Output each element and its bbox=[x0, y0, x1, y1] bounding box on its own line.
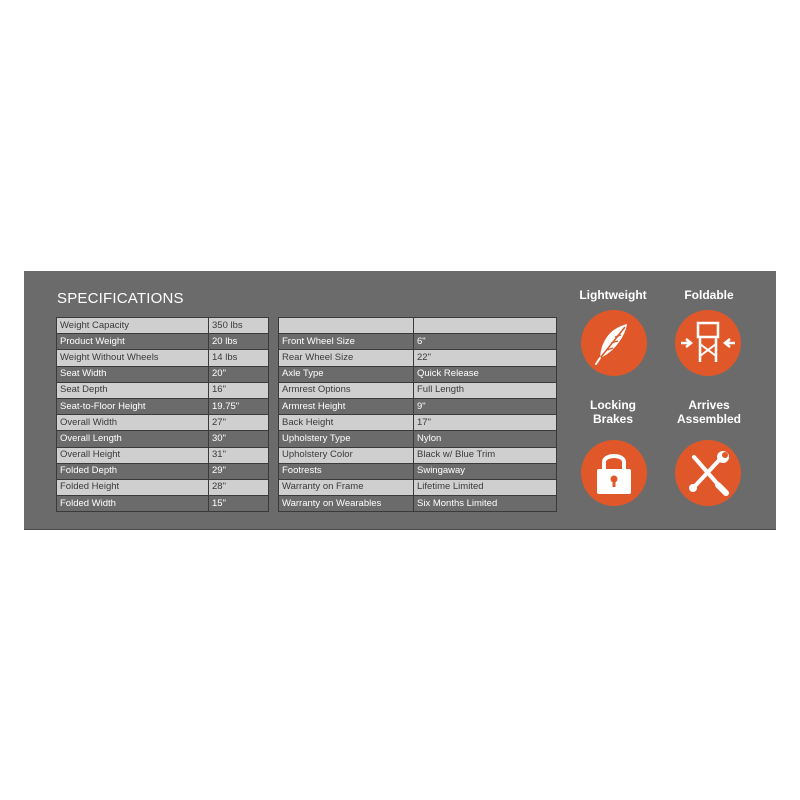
table-row bbox=[279, 334, 557, 350]
feature-lightweight bbox=[581, 310, 647, 376]
spec-label bbox=[279, 318, 414, 334]
table-row bbox=[279, 382, 557, 398]
spec-value: 16" bbox=[209, 382, 269, 398]
spec-value: 9" bbox=[414, 398, 557, 414]
spec-value: 350 lbs bbox=[209, 318, 269, 334]
spec-label: Seat Width bbox=[57, 366, 209, 382]
feature-label-line2: Brakes bbox=[592, 412, 634, 426]
table-row bbox=[57, 431, 269, 447]
tools-icon bbox=[675, 440, 741, 506]
spec-label: Seat Depth bbox=[57, 382, 209, 398]
table-row bbox=[279, 431, 557, 447]
spec-value: 27" bbox=[209, 415, 269, 431]
spec-label: Rear Wheel Size bbox=[279, 350, 414, 366]
spec-label: Overall Height bbox=[57, 447, 209, 463]
spec-label: Warranty on Frame bbox=[279, 479, 414, 495]
table-row bbox=[279, 318, 557, 334]
feature-locking-brakes bbox=[581, 440, 647, 506]
spec-value: 22" bbox=[414, 350, 557, 366]
table-row bbox=[57, 447, 269, 463]
spec-table-left bbox=[56, 317, 269, 512]
spec-value: Swingaway bbox=[414, 463, 557, 479]
feature-label-line1: Arrives bbox=[688, 398, 730, 412]
spec-value: 30" bbox=[209, 431, 269, 447]
spec-label: Armrest Height bbox=[279, 398, 414, 414]
spec-value: 20" bbox=[209, 366, 269, 382]
spec-label: Overall Length bbox=[57, 431, 209, 447]
feature-label-arrives-assembled bbox=[659, 398, 759, 426]
spec-value: 17" bbox=[414, 415, 557, 431]
spec-label: Seat-to-Floor Height bbox=[57, 398, 209, 414]
spec-label: Upholstery Color bbox=[279, 447, 414, 463]
table-row bbox=[57, 415, 269, 431]
spec-label: Warranty on Wearables bbox=[279, 496, 414, 512]
specifications-banner bbox=[24, 271, 776, 530]
table-row bbox=[279, 415, 557, 431]
spec-table-right bbox=[278, 317, 557, 512]
spec-label: Axle Type bbox=[279, 366, 414, 382]
spec-label: Product Weight bbox=[57, 334, 209, 350]
spec-value: 14 lbs bbox=[209, 350, 269, 366]
table-row bbox=[57, 496, 269, 512]
feature-arrives-assembled bbox=[675, 440, 741, 506]
table-row bbox=[57, 318, 269, 334]
spec-value: 29" bbox=[209, 463, 269, 479]
table-row bbox=[279, 398, 557, 414]
table-row bbox=[279, 350, 557, 366]
table-row bbox=[57, 479, 269, 495]
spec-value: Six Months Limited bbox=[414, 496, 557, 512]
table-row bbox=[57, 334, 269, 350]
table-row bbox=[279, 447, 557, 463]
spec-label: Back Height bbox=[279, 415, 414, 431]
spec-label: Folded Width bbox=[57, 496, 209, 512]
table-row bbox=[279, 463, 557, 479]
table-row bbox=[57, 366, 269, 382]
spec-label: Weight Without Wheels bbox=[57, 350, 209, 366]
table-row bbox=[57, 382, 269, 398]
feature-label-lightweight: Lightweight bbox=[579, 288, 647, 302]
spec-value: Quick Release bbox=[414, 366, 557, 382]
table-row bbox=[57, 398, 269, 414]
spec-value: 15" bbox=[209, 496, 269, 512]
spec-value: 19.75" bbox=[209, 398, 269, 414]
spec-label: Footrests bbox=[279, 463, 414, 479]
spec-value: 31" bbox=[209, 447, 269, 463]
spec-label: Weight Capacity bbox=[57, 318, 209, 334]
feather-icon bbox=[581, 310, 647, 376]
feature-foldable bbox=[675, 310, 741, 376]
feature-label-line2: Assembled bbox=[676, 412, 742, 426]
spec-label: Folded Height bbox=[57, 479, 209, 495]
table-row bbox=[57, 463, 269, 479]
table-row bbox=[279, 496, 557, 512]
feature-label-locking-brakes bbox=[563, 398, 663, 426]
section-title: SPECIFICATIONS bbox=[57, 290, 184, 307]
spec-label: Armrest Options bbox=[279, 382, 414, 398]
table-row bbox=[279, 479, 557, 495]
spec-value: Full Length bbox=[414, 382, 557, 398]
spec-label: Overall Width bbox=[57, 415, 209, 431]
spec-label: Front Wheel Size bbox=[279, 334, 414, 350]
spec-value: Black w/ Blue Trim bbox=[414, 447, 557, 463]
folding-wheelchair-icon bbox=[675, 310, 741, 376]
spec-value bbox=[414, 318, 557, 334]
spec-value: 6" bbox=[414, 334, 557, 350]
spec-label: Folded Depth bbox=[57, 463, 209, 479]
spec-value: 20 lbs bbox=[209, 334, 269, 350]
spec-value: 28" bbox=[209, 479, 269, 495]
table-row bbox=[279, 366, 557, 382]
feature-label-foldable: Foldable bbox=[684, 288, 734, 302]
spec-label: Upholstery Type bbox=[279, 431, 414, 447]
spec-value: Lifetime Limited bbox=[414, 479, 557, 495]
feature-label-line1: Locking bbox=[589, 398, 636, 412]
spec-value: Nylon bbox=[414, 431, 557, 447]
padlock-icon bbox=[581, 440, 647, 506]
table-row bbox=[57, 350, 269, 366]
